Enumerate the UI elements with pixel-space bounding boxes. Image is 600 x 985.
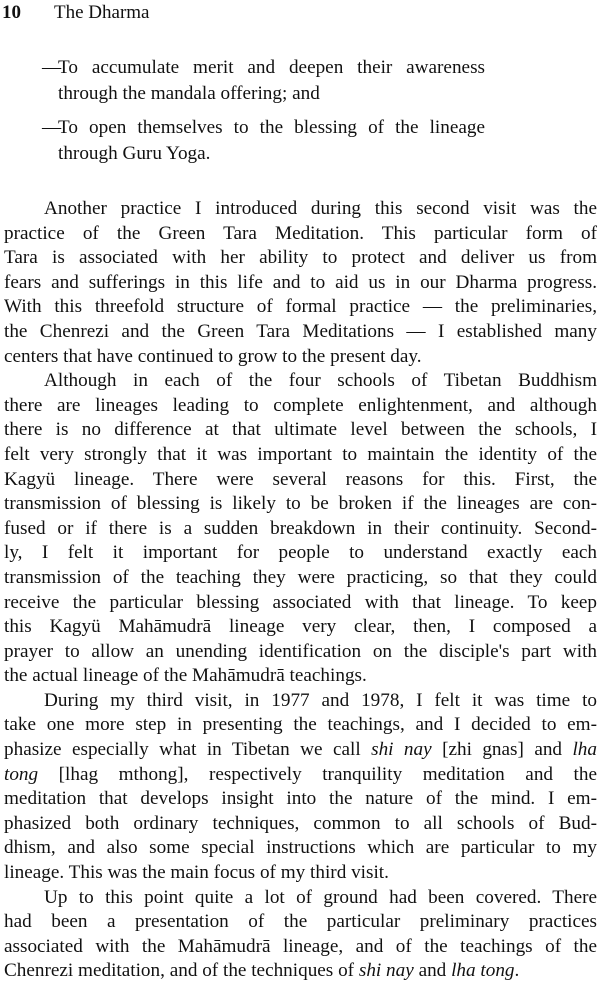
text-line: felt very strongly that it was important to maintain the identity of the — [4, 443, 597, 465]
text-line: had been a presentation of the particular preliminary practices — [4, 911, 597, 933]
text-line: phasize especially what in Tibetan we call shi nay [zhi gnas] and lha — [4, 739, 597, 761]
paragraph — [4, 197, 597, 369]
body-text — [4, 197, 597, 984]
text-line: lineage. This was the main focus of my third visit. — [4, 862, 389, 884]
text-line: To open themselves to the blessing of the lineage — [58, 117, 485, 138]
text-line: the Chenrezi and the Green Tara Meditations — I established many — [4, 320, 597, 342]
text-line: With this threefold structure of formal practice — the preliminaries, — [4, 296, 597, 318]
italic-term: shi nay — [358, 960, 414, 982]
dash-marker: — — [42, 117, 62, 138]
text-line: through the mandala offering; and — [58, 83, 320, 104]
text-line: there are lineages leading to complete enlightenment, and although — [4, 394, 597, 416]
italic-term: shi nay — [371, 739, 432, 761]
text-line: this Kagyü Mahāmudrā lineage very clear, then, I composed a — [4, 616, 597, 638]
text-line: ly, I felt it important for people to understand exactly each — [4, 542, 597, 564]
text-line: fears and sufferings in this life and to aid us in our Dharma progress. — [4, 271, 597, 293]
text-line: transmission of blessing is likely to be broken if the lineages are con- — [4, 493, 597, 515]
running-title: The Dharma — [54, 2, 150, 23]
text-line: transmission of the teaching they were practicing, so that they could — [4, 566, 597, 588]
text-line: associated with the Mahāmudrā lineage, and of the teachings of the — [4, 935, 597, 957]
text-line: To accumulate merit and deepen their awareness — [58, 57, 485, 78]
paragraph — [4, 689, 597, 886]
italic-term: tong — [4, 763, 39, 785]
text-line: fused or if there is a sudden breakdown in their continuity. Second- — [4, 517, 597, 539]
text-line: During my third visit, in 1977 and 1978, I felt it was time to — [44, 689, 597, 711]
text-line: Up to this point quite a lot of ground had been covered. There — [44, 886, 597, 908]
italic-term: lha — [572, 739, 597, 761]
text-line: there is no difference at that ultimate level between the schools, I — [4, 419, 597, 441]
text-line: phasized both ordinary techniques, common to all schools of Bud- — [4, 812, 597, 834]
text-line: Tara is associated with her ability to protect and deliver us from — [4, 247, 597, 269]
paragraph — [4, 369, 597, 689]
text-line: practice of the Green Tara Meditation. This particular form of — [4, 222, 597, 244]
text-line: dhism, and also some special instructions which are particular to my — [4, 837, 597, 859]
bullet-list — [42, 55, 485, 175]
paragraph — [4, 886, 597, 984]
text-line: through Guru Yoga. — [58, 143, 211, 164]
text-line: centers that have continued to grow to the present day. — [4, 345, 422, 367]
text-line: receive the particular blessing associated with that lineage. To keep — [4, 591, 597, 613]
text-line: take one more step in presenting the teachings, and I decided to em- — [4, 714, 597, 736]
text-line: meditation that develops insight into the nature of the mind. I em- — [4, 788, 597, 810]
bullet-item — [42, 55, 485, 107]
italic-term: lha tong — [451, 960, 515, 982]
dash-marker: — — [42, 57, 62, 78]
text-line: Chenrezi meditation, and of the techniques of shi nay and lha tong. — [4, 960, 520, 982]
text-line: Although in each of the four schools of Tibetan Buddhism — [44, 370, 597, 392]
text-line: tong [lhag mthong], respectively tranquility meditation and the — [4, 763, 597, 785]
text-line: prayer to allow an unending identification on the disciple's part with — [4, 640, 597, 662]
text-line: Another practice I introduced during this second visit was the — [44, 198, 597, 219]
text-line: the actual lineage of the Mahāmudrā teachings. — [4, 665, 367, 687]
bullet-item — [42, 115, 485, 167]
running-header — [2, 0, 149, 26]
page-number: 10 — [2, 2, 21, 23]
text-line: Kagyü lineage. There were several reasons for this. First, the — [4, 468, 597, 490]
